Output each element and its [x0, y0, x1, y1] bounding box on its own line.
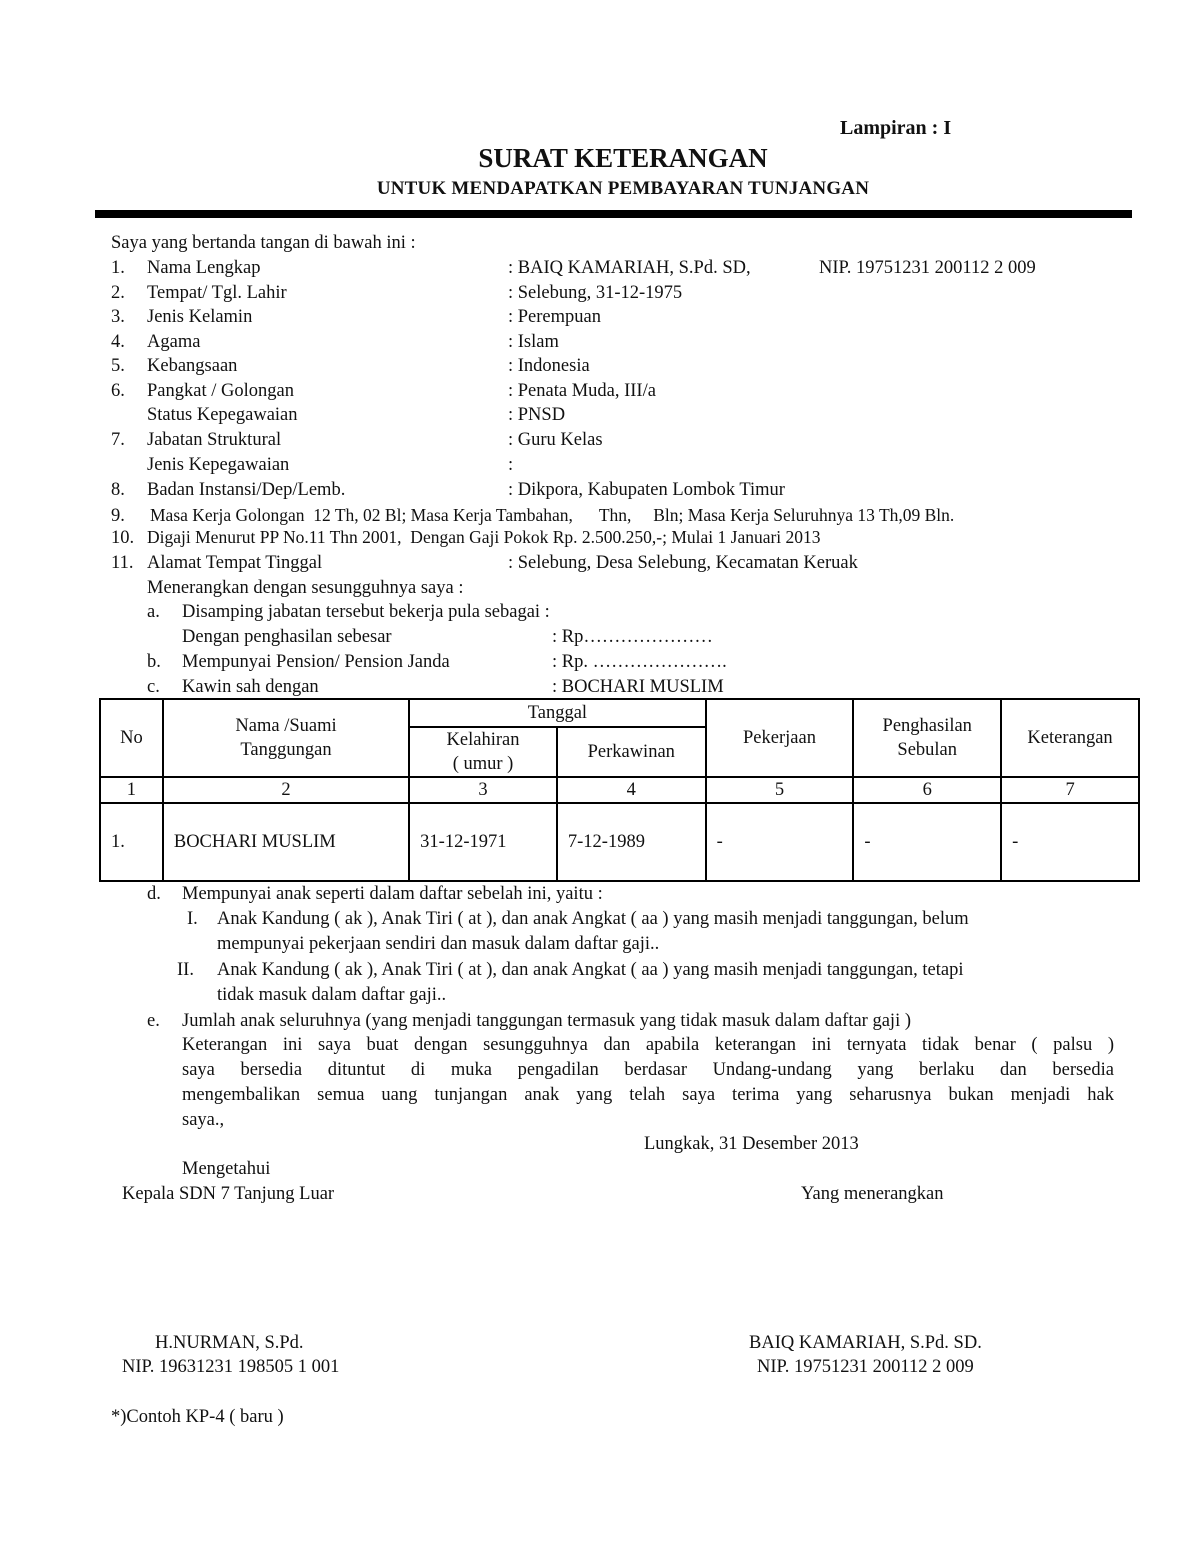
sub-letter: d. [147, 884, 161, 904]
header-keterangan: Keterangan [1001, 699, 1139, 777]
header-tanggal: Tanggal [409, 699, 705, 727]
dependents-table [99, 698, 1140, 882]
roman-numeral: I. [187, 909, 198, 929]
field-number: 8. [111, 480, 125, 500]
sub-letter: e. [147, 1011, 160, 1031]
field-number: 2. [111, 283, 125, 303]
intro-text: Saya yang bertanda tangan di bawah ini : [111, 233, 416, 253]
sub-d-i-line2: mempunyai pekerjaan sendiri dan masuk dalam daftar gaji.. [217, 934, 660, 954]
cell-nama: BOCHARI MUSLIM [163, 803, 409, 881]
header-kelahiran [409, 727, 557, 777]
field-value-jenis: : [508, 455, 514, 475]
menerangkan-text: Menerangkan dengan sesungguhnya saya : [147, 578, 464, 598]
header-penghasilan-line1: Penghasilan [882, 716, 972, 736]
header-nama-line1: Nama /Suami [235, 716, 337, 736]
field-number: 1. [111, 258, 125, 278]
field-label-kebangsaan: Kebangsaan [147, 356, 238, 376]
sub-d-i-line1: Anak Kandung ( ak ), Anak Tiri ( at ), dan anak Angkat ( aa ) yang masih menjadi tanggungan, belum [217, 909, 969, 929]
left-signer-nip: NIP. 19631231 198505 1 001 [122, 1357, 340, 1377]
statement-line: Keterangan ini saya buat dengan sesungguhnya dan apabila keterangan ini ternyata tidak benar ( palsu ) [182, 1035, 1114, 1055]
field-gaji: Digaji Menurut PP No.11 Thn 2001, Dengan Gaji Pokok Rp. 2.500.250,-; Mulai 1 Januari 2013 [147, 527, 821, 547]
statement-line: mengembalikan semua uang tunjangan anak yang telah saya terima yang seharusnya bukan menjadi hak [182, 1085, 1114, 1105]
sub-b-label: Mempunyai Pension/ Pension Janda [182, 652, 450, 672]
header-nama-line2: Tanggungan [240, 740, 332, 761]
document-subtitle: UNTUK MENDAPATKAN PEMBAYARAN TUNJANGAN [376, 178, 870, 199]
header-kelahiran-line2: ( umur ) [452, 754, 514, 775]
column-number: 2 [163, 777, 409, 803]
field-value-alamat: : Selebung, Desa Selebung, Kecamatan Keruak [508, 553, 858, 573]
sub-a-text: Disamping jabatan tersebut bekerja pula sebagai : [182, 602, 550, 622]
header-no: No [100, 699, 163, 777]
header-kelahiran-line1: Kelahiran [446, 730, 520, 750]
field-masa-kerja: Masa Kerja Golongan 12 Th, 02 Bl; Masa Kerja Tambahan, Thn, Bln; Masa Kerja Seluruhnya 13 Th,09 Bln. [150, 505, 955, 525]
sub-d-ii-line2: tidak masuk dalam daftar gaji.. [217, 985, 447, 1005]
field-label-status: Status Kepegawaian [147, 405, 298, 425]
sub-a2-label: Dengan penghasilan sebesar [182, 627, 392, 647]
statement-line: saya bersedia dituntut di muka pengadilan berdasar Undang-undang yang berlaku dan bersedia [182, 1060, 1114, 1080]
column-number: 4 [557, 777, 706, 803]
header-pekerjaan: Pekerjaan [706, 699, 854, 777]
right-signer-title: Yang menerangkan [801, 1184, 944, 1204]
field-label-instansi: Badan Instansi/Dep/Lemb. [147, 480, 346, 500]
header-divider [95, 210, 1132, 218]
field-value-jabatan: : Guru Kelas [508, 430, 603, 450]
sub-a2-value: : Rp………………… [552, 627, 713, 647]
statement-line: saya., [182, 1110, 225, 1130]
field-value-status: : PNSD [508, 405, 566, 425]
field-number: 11. [111, 553, 134, 573]
cell-penghasilan: - [853, 803, 1001, 881]
field-label-ttl: Tempat/ Tgl. Lahir [147, 283, 287, 303]
mengetahui-label: Mengetahui [182, 1159, 271, 1179]
sub-d-ii-line1: Anak Kandung ( ak ), Anak Tiri ( at ), dan anak Angkat ( aa ) yang masih menjadi tanggungan, tetapi [217, 960, 964, 980]
field-label-pangkat: Pangkat / Golongan [147, 381, 294, 401]
footnote: *)Contoh KP-4 ( baru ) [111, 1407, 284, 1427]
column-number: 6 [853, 777, 1001, 803]
header-penghasilan [853, 699, 1001, 777]
table-row [100, 803, 1139, 881]
sub-c-value: : BOCHARI MUSLIM [552, 677, 724, 697]
column-number: 5 [706, 777, 854, 803]
field-number: 6. [111, 381, 125, 401]
sub-letter: c. [147, 677, 160, 697]
sub-c-label: Kawin sah dengan [182, 677, 319, 697]
roman-numeral: II. [177, 960, 194, 980]
left-signer-title: Kepala SDN 7 Tanjung Luar [122, 1184, 335, 1204]
column-number: 1 [100, 777, 163, 803]
sub-b-value: : Rp. …………………. [552, 652, 727, 672]
field-label-agama: Agama [147, 332, 201, 352]
header-perkawinan: Perkawinan [557, 727, 706, 777]
field-value-pangkat: : Penata Muda, III/a [508, 381, 656, 401]
header-penghasilan-line2: Sebulan [897, 740, 958, 761]
field-number: 7. [111, 430, 125, 450]
field-number: 3. [111, 307, 125, 327]
document-title: SURAT KETERANGAN [478, 143, 768, 173]
field-value-kelamin: : Perempuan [508, 307, 601, 327]
sub-letter: a. [147, 602, 160, 622]
field-value-nip: NIP. 19751231 200112 2 009 [819, 258, 1036, 278]
field-number: 10. [111, 528, 135, 548]
column-number: 3 [409, 777, 557, 803]
cell-pekerjaan: - [706, 803, 854, 881]
field-label-kelamin: Jenis Kelamin [147, 307, 253, 327]
right-signer-nip: NIP. 19751231 200112 2 009 [757, 1357, 974, 1377]
field-value-nama: : BAIQ KAMARIAH, S.Pd. SD, [508, 258, 751, 278]
cell-no: 1. [100, 803, 163, 881]
field-number: 9. [111, 506, 125, 526]
field-number: 5. [111, 356, 125, 376]
left-signer-name: H.NURMAN, S.Pd. [155, 1333, 304, 1353]
right-signer-name: BAIQ KAMARIAH, S.Pd. SD. [749, 1333, 982, 1353]
column-number: 7 [1001, 777, 1139, 803]
field-value-instansi: : Dikpora, Kabupaten Lombok Timur [508, 480, 785, 500]
field-number: 4. [111, 332, 125, 352]
field-value-kebangsaan: : Indonesia [508, 356, 590, 376]
field-label-jenis: Jenis Kepegawaian [147, 455, 290, 475]
cell-keterangan: - [1001, 803, 1139, 881]
field-label-alamat: Alamat Tempat Tinggal [147, 553, 323, 573]
cell-kelahiran: 31-12-1971 [409, 803, 557, 881]
header-nama [163, 699, 409, 777]
sub-e-text: Jumlah anak seluruhnya (yang menjadi tanggungan termasuk yang tidak masuk dalam daftar gaji ) [182, 1011, 911, 1031]
sub-d-text: Mempunyai anak seperti dalam daftar sebelah ini, yaitu : [182, 884, 603, 904]
cell-perkawinan: 7-12-1989 [557, 803, 706, 881]
place-date: Lungkak, 31 Desember 2013 [644, 1134, 859, 1154]
field-value-agama: : Islam [508, 332, 559, 352]
field-label-jabatan: Jabatan Struktural [147, 430, 282, 450]
lampiran-label: Lampiran : I [840, 117, 952, 139]
field-label-nama: Nama Lengkap [147, 258, 261, 278]
field-value-ttl: : Selebung, 31-12-1975 [508, 283, 683, 303]
sub-letter: b. [147, 652, 161, 672]
